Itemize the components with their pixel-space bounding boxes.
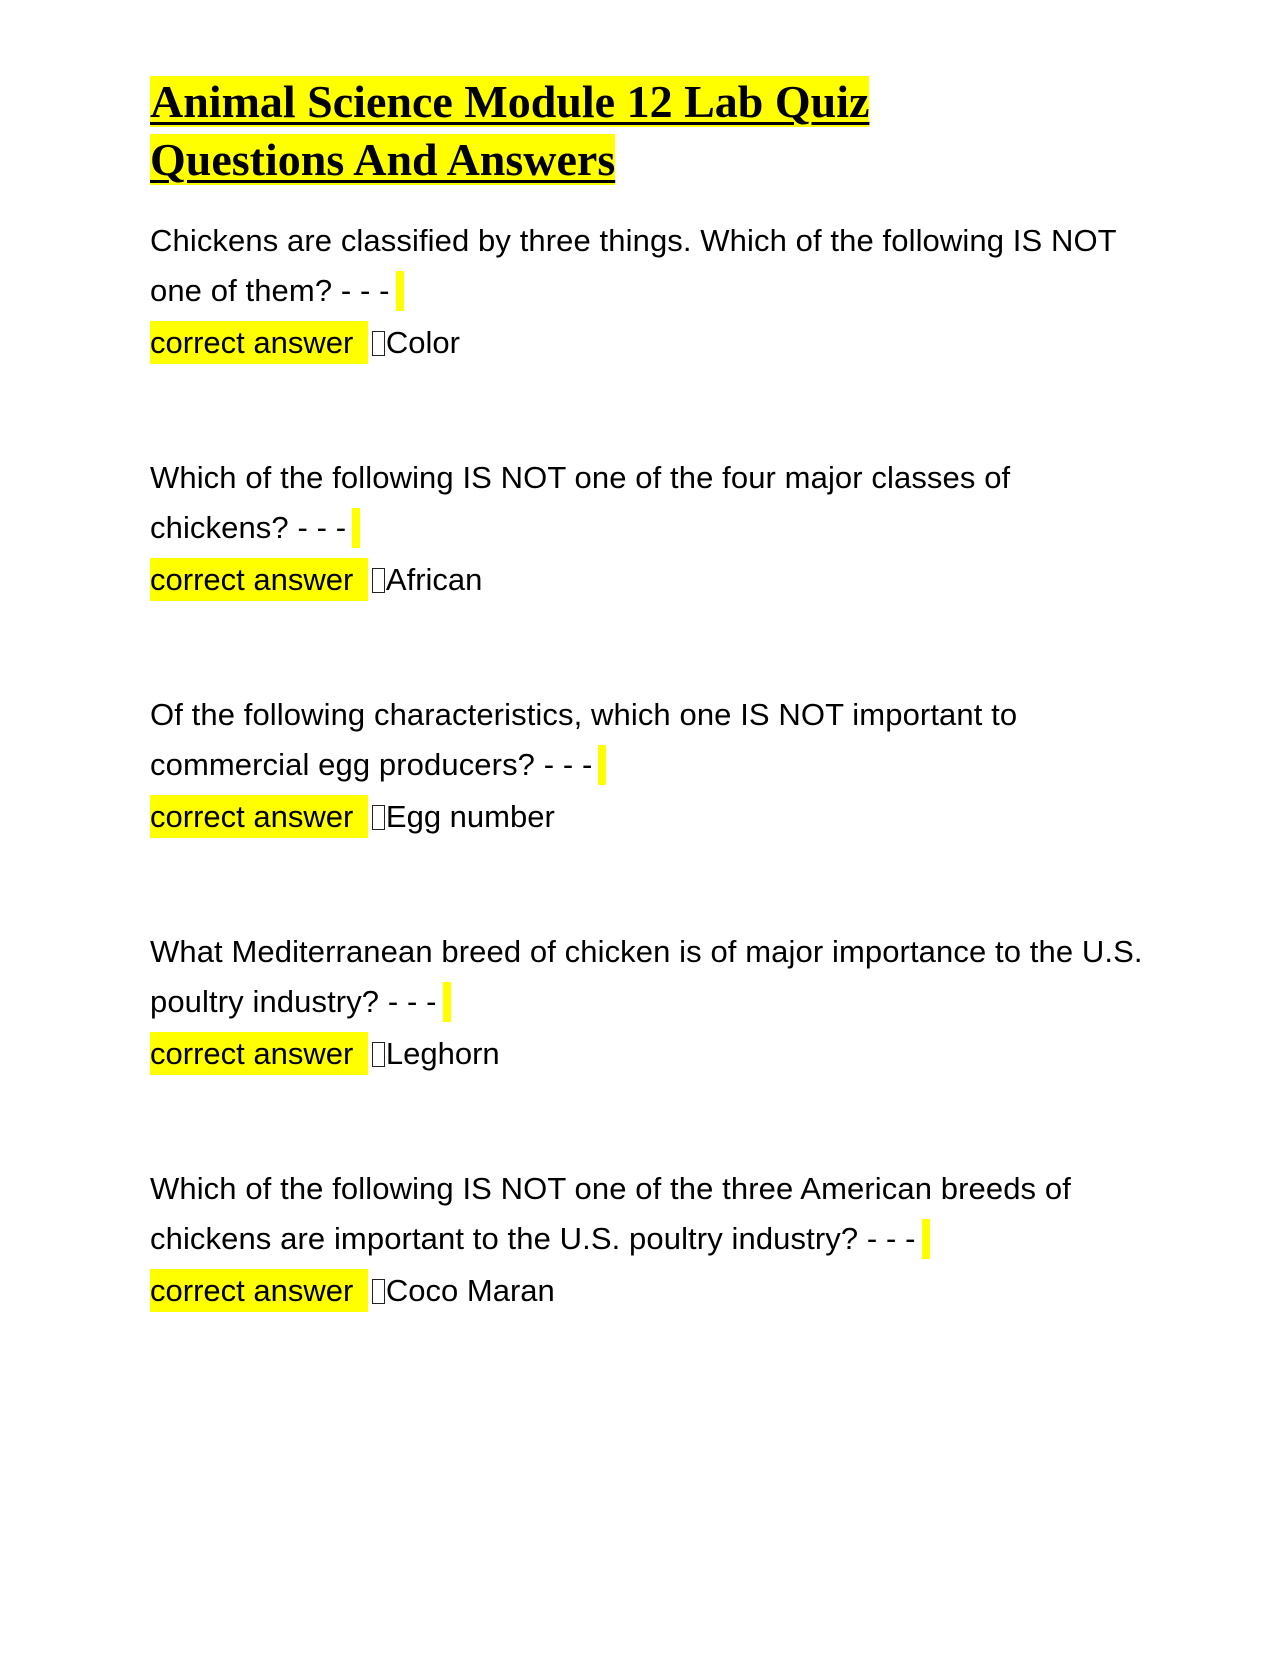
highlight-marker: [598, 745, 606, 785]
question-text: Chickens are classified by three things. Which of the following IS NOT one of them? - - -: [150, 216, 1150, 316]
qa-item: [150, 690, 1150, 842]
answer-label: correct answer: [150, 321, 368, 364]
question-text: Of the following characteristics, which one IS NOT important to commercial egg producers? - - -: [150, 690, 1150, 790]
answer-text: Color: [385, 325, 460, 360]
document-title: [150, 73, 1150, 189]
qa-item: [150, 1164, 1150, 1316]
missing-glyph-icon: [372, 568, 385, 593]
question-text: Which of the following IS NOT one of the four major classes of chickens? - - -: [150, 453, 1150, 553]
question-text: What Mediterranean breed of chicken is of major importance to the U.S. poultry industry? - - -: [150, 927, 1150, 1027]
title-line-2: Questions And Answers: [150, 134, 616, 185]
title-line-1: Animal Science Module 12 Lab Quiz: [150, 76, 870, 127]
qa-item: [150, 216, 1150, 368]
answer-line: [150, 1029, 1150, 1079]
highlight-marker: [922, 1219, 930, 1259]
highlight-marker: [352, 508, 360, 548]
answer-text: Leghorn: [385, 1036, 500, 1071]
answer-text: Coco Maran: [385, 1273, 555, 1308]
missing-glyph-icon: [372, 331, 385, 356]
answer-label: correct answer: [150, 558, 368, 601]
answer-text: African: [385, 562, 483, 597]
answer-label: correct answer: [150, 1032, 368, 1075]
qa-item: [150, 453, 1150, 605]
highlight-marker: [443, 982, 451, 1022]
answer-line: [150, 792, 1150, 842]
answer-text: Egg number: [385, 799, 555, 834]
missing-glyph-icon: [372, 1279, 385, 1304]
question-text: Which of the following IS NOT one of the three American breeds of chickens are important to the U.S. poultry industry? - - -: [150, 1164, 1150, 1264]
answer-label: correct answer: [150, 795, 368, 838]
highlight-marker: [396, 271, 404, 311]
answer-line: [150, 1266, 1150, 1316]
answer-label: correct answer: [150, 1269, 368, 1312]
answer-line: [150, 555, 1150, 605]
missing-glyph-icon: [372, 1042, 385, 1067]
qa-item: [150, 927, 1150, 1079]
missing-glyph-icon: [372, 805, 385, 830]
answer-line: [150, 318, 1150, 368]
